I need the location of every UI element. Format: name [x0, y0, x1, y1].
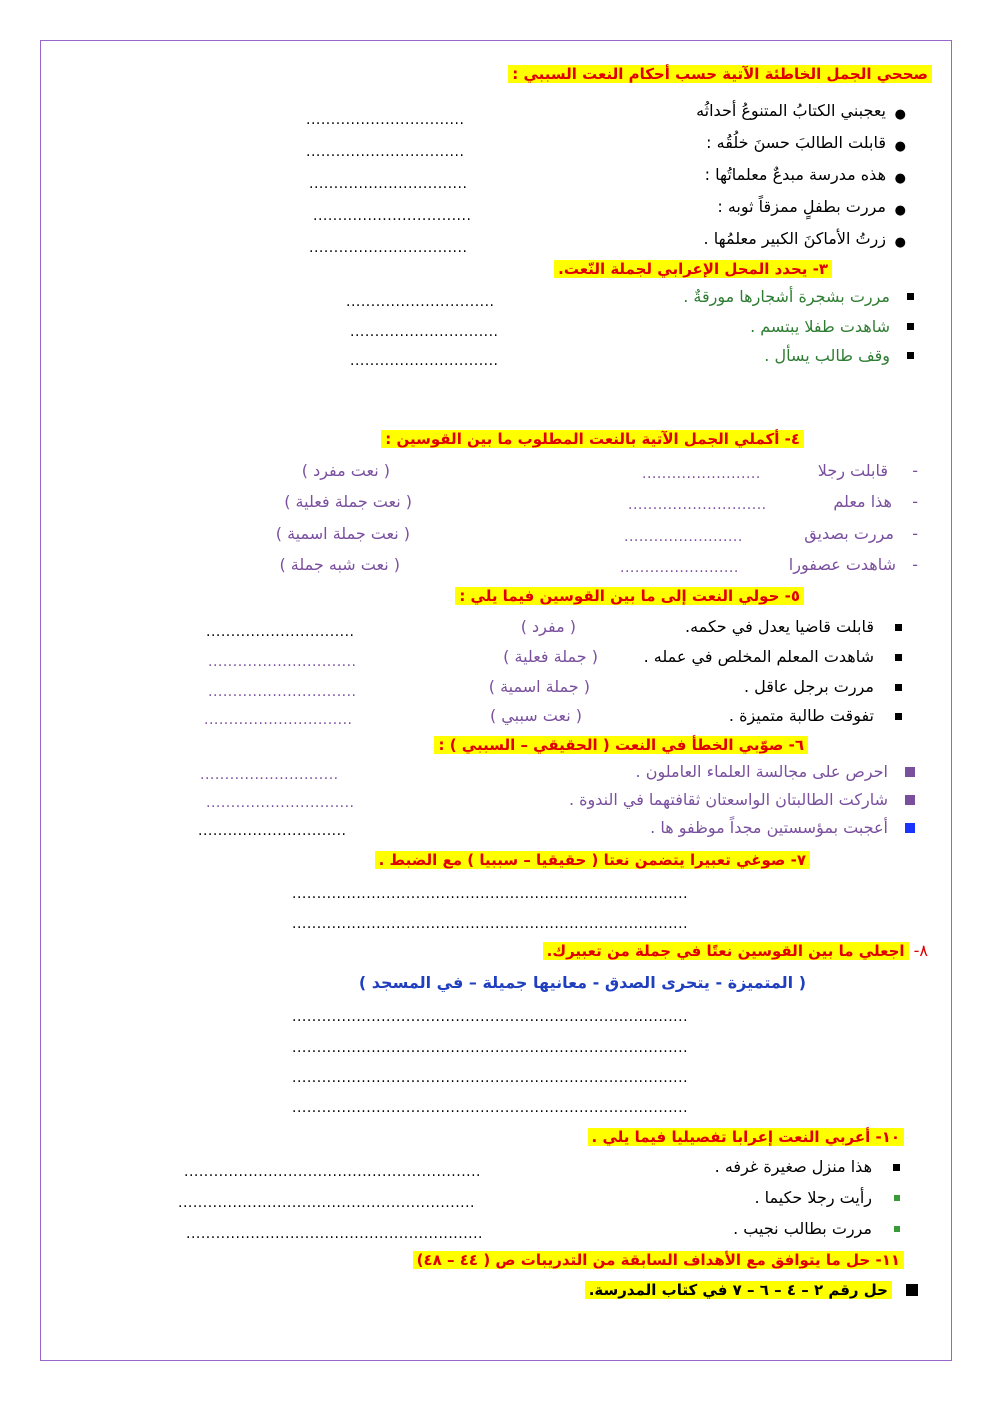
s1-item-1: يعجبني الكتابُ المتنوعُ أحداثُه	[696, 101, 886, 120]
answer-line[interactable]: ................................................................................	[292, 886, 689, 902]
section-5-title: ٥- حولي النعت إلى ما بين القوسين فيما يلي :	[455, 585, 804, 607]
s8-words: ( المتميزة - يتحرى الصدق - معانيها جميلة – في المسجد )	[358, 973, 806, 992]
s1-item-4: مررت بطفلٍ ممزقاً ثوبه :	[717, 197, 886, 216]
answer-line[interactable]: ................................	[309, 240, 468, 256]
answer-line[interactable]: ........................	[620, 560, 739, 576]
s4-hint-4: ( نعت شبه جملة )	[279, 555, 400, 574]
s4-hint-1: ( نعت مفرد )	[301, 461, 390, 480]
s6-item-1: احرص على مجالسة العلماء العاملون .	[635, 762, 888, 781]
answer-line[interactable]: ..............................	[206, 624, 355, 640]
s4-item-1: قابلت رجلا	[817, 461, 888, 480]
square-bullet-icon	[894, 1195, 900, 1201]
s5-hint-4: ( نعت سببي )	[489, 706, 582, 725]
s5-item-2: شاهدت المعلم المخلص في عمله .	[643, 647, 874, 666]
s6-item-3: أعجبت بمؤسستين مجداً موظفو ها .	[650, 818, 888, 837]
section-10-title: ١٠- أعربي النعت إعرابا تفصيليا فيما يلي .	[588, 1126, 904, 1148]
bullet-dot-icon: ●	[894, 139, 906, 154]
answer-line[interactable]: ..............................	[346, 294, 495, 310]
s4-item-2: هذا معلم	[833, 492, 892, 511]
s4-hint-3: ( نعت جملة اسمية )	[275, 524, 410, 543]
answer-line[interactable]: ................................................................................	[292, 916, 689, 932]
s5-hint-2: ( جملة فعلية )	[503, 647, 598, 666]
answer-line[interactable]: ................................................................................	[292, 1070, 689, 1086]
answer-line[interactable]: ..............................	[204, 712, 353, 728]
s6-item-2: شاركت الطالبتان الواسعتان ثقافتهما في الندوة .	[568, 790, 888, 809]
answer-line[interactable]: ..............................	[208, 654, 357, 670]
answer-line[interactable]: ..............................	[350, 353, 499, 369]
s5-item-1: قابلت قاضيا يعدل في حكمه.	[685, 617, 874, 636]
square-bullet-icon	[906, 1284, 918, 1296]
section-3-title: ٣- يحدد المحل الإعرابي لجملة النّعت.	[554, 258, 832, 280]
s4-item-4: شاهدت عصفورا	[788, 555, 896, 574]
section-8-title: ٨- اجعلي ما بين القوسين نعتًا في جملة من تعبيرك.	[543, 940, 928, 962]
square-bullet-icon	[894, 1226, 900, 1232]
dash-bullet: -	[912, 524, 918, 543]
answer-line[interactable]: ........................	[642, 466, 761, 482]
dash-bullet: -	[912, 492, 918, 511]
s5-hint-1: ( مفرد )	[520, 617, 576, 636]
square-bullet-icon	[905, 767, 915, 777]
s10-item-2: رأيت رجلا حكيما .	[754, 1188, 872, 1207]
square-bullet-icon	[907, 293, 914, 300]
s1-item-3: هذه مدرسة مبدعٌ معلماتُها :	[704, 165, 886, 184]
answer-line[interactable]: ................................	[309, 176, 468, 192]
s5-hint-3: ( جملة اسمية )	[488, 677, 590, 696]
answer-line[interactable]: ................................	[313, 208, 472, 224]
section-11-title: ١١- حل ما يتوافق مع الأهداف السابقة من التدريبات ص ( ٤٤ – ٤٨)	[413, 1249, 904, 1271]
dash-bullet: -	[912, 461, 918, 480]
answer-line[interactable]: ............................................................	[178, 1195, 476, 1211]
s5-item-4: تفوقت طالبة متميزة .	[728, 706, 874, 725]
square-bullet-icon	[905, 795, 915, 805]
s3-item-3: وقف طالب يسأل .	[764, 346, 890, 365]
section-6-title: ٦- صوّبي الخطأ في النعت ( الحقيقي – السببي ) :	[434, 734, 808, 756]
answer-line[interactable]: ................................................................................	[292, 1009, 689, 1025]
square-bullet-icon	[907, 323, 914, 330]
bullet-dot-icon: ●	[894, 107, 906, 122]
square-bullet-icon	[893, 1164, 900, 1171]
s4-hint-2: ( نعت جملة فعلية )	[284, 492, 412, 511]
s5-item-3: مررت برجل عاقل .	[743, 677, 874, 696]
s4-item-3: مررت بصديق	[804, 524, 894, 543]
answer-line[interactable]: ............................	[200, 767, 339, 783]
section-7-title: ٧- صوغي تعبيرا يتضمن نعتا ( حقيقيا – سببيا ) مع الضبط .	[375, 849, 810, 871]
square-bullet-icon	[907, 352, 914, 359]
s1-item-2: قابلت الطالبَ حسنَ خلُقُه :	[706, 133, 886, 152]
section-4-title: ٤- أكملي الجمل الآتية بالنعت المطلوب ما بين القوسين :	[381, 428, 804, 450]
answer-line[interactable]: ................................	[306, 144, 465, 160]
s3-item-1: مررت بشجرة أشجارها مورقةٌ .	[683, 287, 890, 306]
section-1-title: صححي الجمل الخاطئة الآتية حسب أحكام النعت السببي :	[508, 63, 932, 85]
s10-item-3: مررت بطالب نجيب .	[733, 1219, 872, 1238]
bullet-dot-icon: ●	[894, 171, 906, 186]
s1-item-5: زرتُ الأماكنَ الكبير معلمُها .	[703, 229, 886, 248]
answer-line[interactable]: ..............................	[208, 684, 357, 700]
s11-item: حل رقم ٢ – ٤ – ٦ – ٧ في كتاب المدرسة.	[585, 1279, 892, 1301]
s3-item-2: شاهدت طفلا يبتسم .	[750, 317, 890, 336]
square-bullet-icon	[895, 654, 902, 661]
answer-line[interactable]: ........................	[624, 529, 743, 545]
answer-line[interactable]: ..............................	[350, 324, 499, 340]
answer-line[interactable]: ..............................	[198, 823, 347, 839]
answer-line[interactable]: ................................	[306, 112, 465, 128]
answer-line[interactable]: ............................................................	[184, 1164, 482, 1180]
answer-line[interactable]: ................................................................................	[292, 1100, 689, 1116]
square-bullet-icon	[905, 823, 915, 833]
answer-line[interactable]: ............................................................	[186, 1226, 484, 1242]
square-bullet-icon	[895, 684, 902, 691]
bullet-dot-icon: ●	[894, 235, 906, 250]
answer-line[interactable]: ............................	[628, 497, 767, 513]
bullet-dot-icon: ●	[894, 203, 906, 218]
square-bullet-icon	[895, 713, 902, 720]
s10-item-1: هذا منزل صغيرة غرفه .	[714, 1157, 872, 1176]
square-bullet-icon	[895, 624, 902, 631]
answer-line[interactable]: ..............................	[206, 795, 355, 811]
answer-line[interactable]: ................................................................................	[292, 1040, 689, 1056]
dash-bullet: -	[912, 555, 918, 574]
